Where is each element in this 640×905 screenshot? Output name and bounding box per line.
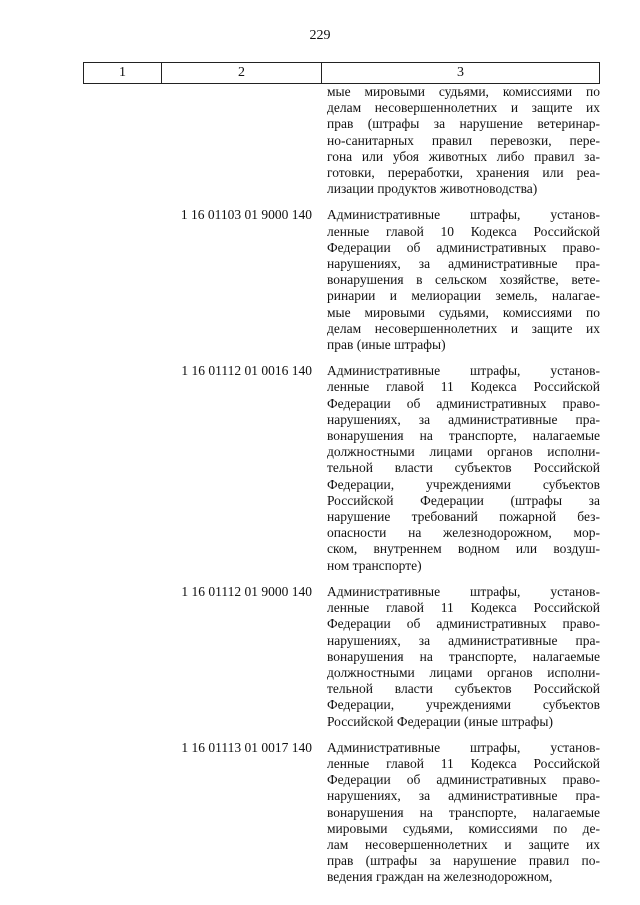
table-rows — [83, 197, 600, 885]
table-row — [83, 363, 600, 574]
description-line: Федерации об административных право- — [327, 395, 600, 411]
description-cell — [320, 740, 600, 886]
description-line: мые мировыми судьями, комиссиями по — [327, 304, 600, 320]
description-line: Российской Федерации (штрафы за — [327, 492, 600, 508]
table-body — [83, 84, 600, 886]
description-line: прав (штрафы за нарушение ветеринар- — [327, 116, 600, 132]
page-number: 229 — [309, 28, 331, 43]
description-line: Федерации, учреждениями субъектов — [327, 697, 600, 713]
description-line: Федерации об административных право- — [327, 239, 600, 255]
description-line: нарушениях, за административные пра- — [327, 632, 600, 648]
budget-code: 1 16 01113 01 0017 140 — [181, 739, 312, 755]
description-line: делам несовершеннолетних и защите их — [327, 100, 600, 116]
description-cell — [320, 84, 600, 197]
description-line: нарушение требований пожарной без- — [327, 509, 600, 525]
description-line: Административные штрафы, установ- — [327, 363, 600, 379]
description-line: готовки, переработки, хранения или реа- — [327, 165, 600, 181]
description-line: ленные главой 11 Кодекса Российской — [327, 379, 600, 395]
description-line: ленные главой 10 Кодекса Российской — [327, 223, 600, 239]
column-header-1: 1 — [119, 65, 126, 80]
description-line: ском, внутреннем водном или воздуш- — [327, 541, 600, 557]
table-row — [83, 584, 600, 730]
description-line: ленные главой 11 Кодекса Российской — [327, 600, 600, 616]
description-line: прав (штрафы за нарушение правил по- — [327, 853, 600, 869]
description-cell — [320, 207, 600, 353]
description-line: прав (иные штрафы) — [327, 337, 446, 353]
description-line: вонарушения на транспорте, налагаемые — [327, 428, 600, 444]
description-line: мировыми судьями, комиссиями по де- — [327, 820, 600, 836]
column-header-2: 2 — [161, 63, 321, 83]
description-line: мые мировыми судьями, комиссиями по — [327, 84, 600, 99]
description-line: опасности на железнодорожном, мор- — [327, 525, 600, 541]
description-line: лам несовершеннолетних и защите их — [327, 836, 600, 852]
row-gap — [83, 730, 600, 740]
description-line: нарушениях, за административные пра- — [327, 256, 600, 272]
description-line: лизации продуктов животноводства) — [327, 181, 538, 197]
description-cell — [320, 363, 600, 574]
description-line: должностными лицами органов исполни- — [327, 664, 600, 680]
column-header-3: 3 — [321, 63, 599, 83]
row-gap — [83, 353, 600, 363]
description-line: Административные штрафы, установ- — [327, 739, 600, 755]
description-line: вонарушения на транспорте, налагаемые — [327, 648, 600, 664]
description-line: вонарушения на транспорте, налагаемые — [327, 804, 600, 820]
description-line: делам несовершеннолетних и защите их — [327, 320, 600, 336]
row-gap — [83, 574, 600, 584]
description-line: должностными лицами органов исполни- — [327, 444, 600, 460]
description-line: но-санитарных правил перевозки, пере- — [327, 132, 600, 148]
description-line: ленные главой 11 Кодекса Российской — [327, 755, 600, 771]
description-line: Федерации, учреждениями субъектов — [327, 476, 600, 492]
description-line: ведения граждан на железнодорожном, — [327, 869, 553, 885]
description-line: нарушениях, за административные пра- — [327, 788, 600, 804]
description-line: тельной власти субъектов Российской — [327, 460, 600, 476]
budget-code: 1 16 01112 01 0016 140 — [181, 363, 312, 379]
continuation-row — [83, 84, 600, 197]
budget-code: 1 16 01112 01 9000 140 — [181, 583, 312, 599]
description-line: Федерации об административных право- — [327, 772, 600, 788]
code-cell-empty — [83, 84, 320, 197]
description-line: нарушениях, за административные пра- — [327, 411, 600, 427]
description-line: ном транспорте) — [327, 557, 422, 573]
description-line: Административные штрафы, установ- — [327, 583, 600, 599]
description-line: тельной власти субъектов Российской — [327, 681, 600, 697]
description-line: гона или убоя животных либо правил за- — [327, 148, 600, 164]
column-header-row — [83, 62, 600, 84]
description-line: вонарушения в сельском хозяйстве, вете- — [327, 272, 600, 288]
description-line: Федерации об административных право- — [327, 616, 600, 632]
description-line: Российской Федерации (иные штрафы) — [327, 713, 553, 729]
table-row — [83, 740, 600, 886]
description-line: ринарии и мелиорации земель, налагае- — [327, 288, 600, 304]
description-cell — [320, 584, 600, 730]
budget-code: 1 16 01103 01 9000 140 — [180, 207, 312, 223]
description-line: Административные штрафы, установ- — [327, 207, 600, 223]
table-row — [83, 207, 600, 353]
row-gap — [83, 197, 600, 207]
